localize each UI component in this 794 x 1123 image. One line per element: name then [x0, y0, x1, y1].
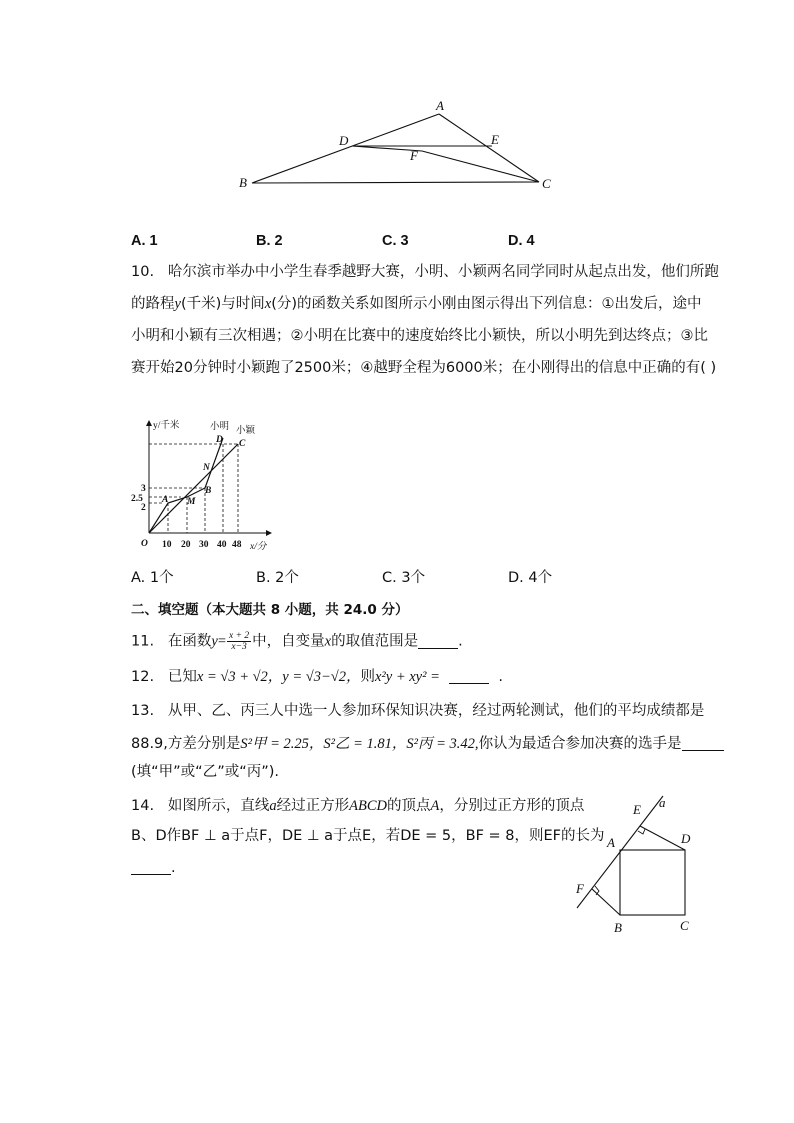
square-ABCD: [620, 850, 685, 915]
q11-fraction: $\frac{x + 2}{x-3}$: [229, 631, 250, 652]
q11: 11. 在函数y= $\frac{x + 2}{x-3}$ 中，自变量x的取值范围是 .: [131, 631, 463, 652]
label-a: a: [659, 795, 666, 810]
q14-line-1: 14. 如图所示，直线a经过正方形ABCD的顶点A，分别过正方形的顶点: [131, 798, 585, 814]
segment-BC: [252, 182, 539, 183]
point-B: B: [205, 486, 212, 496]
y-tick-2: 2: [141, 503, 146, 513]
q14-line-2: B、D作BF ⊥ a于点F，DE ⊥ a于点E，若DE = 5，BF = 8，则EF的长为: [131, 828, 605, 844]
point-A: A: [162, 495, 169, 505]
q12-answer-blank[interactable]: [449, 669, 489, 684]
section-2-title: 二、填空题（本大题共 8 小题，共 24.0 分）: [131, 602, 409, 618]
q11-answer-blank[interactable]: [418, 634, 458, 649]
q9-option-b: B. 2: [256, 233, 283, 249]
label-F: F: [576, 881, 584, 896]
series-label-xiaoming: 小明: [210, 422, 230, 432]
point-D: D: [216, 435, 223, 445]
y-tick-2.5: 2.5: [131, 494, 143, 504]
series-xiaoying: [149, 444, 238, 533]
segment-AC: [439, 114, 539, 182]
label-B: B: [239, 175, 247, 190]
q10-option-b: B. 2个: [256, 570, 299, 586]
q9-option-c: C. 3: [382, 233, 409, 249]
label-A: A: [436, 98, 444, 113]
label-D: D: [681, 831, 691, 846]
series-xiaoming: [149, 438, 223, 533]
point-C: C: [239, 439, 246, 449]
q10-line-3: 小明和小颖有三次相遇；②小明在比赛中的速度始终比小颖快，所以小明先到达终点；③比: [131, 328, 708, 344]
q10-distance-time-graph: [128, 415, 278, 555]
label-C: C: [680, 918, 689, 933]
q14-answer-blank[interactable]: [131, 860, 171, 875]
label-E: E: [633, 802, 641, 817]
q10-line-4: 赛开始20分钟时小颖跑了2500米；④越野全程为6000米；在小刚得出的信息中正确的有( ): [131, 360, 717, 376]
y-axis-label: y/千米: [153, 421, 180, 431]
triangle-figure: [230, 95, 570, 200]
series-label-xiaoying: 小颖: [236, 426, 256, 436]
q14-line-3: .: [131, 858, 176, 878]
segment-FC: [422, 151, 539, 182]
x-tick-10: 10: [162, 540, 172, 550]
x-tick-20: 20: [181, 540, 191, 550]
q13-line-1: 13. 从甲、乙、丙三人中选一人参加环保知识决赛，经过两轮测试，他们的平均成绩都是: [131, 703, 705, 719]
point-M: M: [187, 497, 196, 507]
segment-DE: [640, 826, 685, 850]
q13-line-3: (填“甲”或“乙”或“丙”).: [131, 764, 279, 780]
q9-option-d: D. 4: [508, 233, 535, 249]
label-A: A: [607, 835, 615, 850]
q10-line-2: 的路程y(千米)与时间x(分)的函数关系如图所示小刚由图示得出下列信息：①出发后，途中: [131, 296, 702, 312]
y-tick-3: 3: [141, 484, 146, 494]
q13-line-2: 88.9,方差分别是S²甲 = 2.25，S²乙 = 1.81，S²丙 = 3.42,你认为最适合参加决赛的选手是: [131, 734, 724, 754]
segment-BF: [592, 889, 620, 915]
q10-option-a: A. 1个: [131, 570, 174, 586]
x-tick-48: 48: [232, 540, 242, 550]
point-N: N: [203, 463, 210, 473]
label-F: F: [410, 148, 418, 163]
q10-option-d: D. 4个: [508, 570, 553, 586]
q12: 12. 已知x = √3 + √2，y = √3−√2，则x²y + xy² = .: [131, 669, 503, 685]
q10-number: 10.: [131, 264, 155, 280]
q9-option-a: A. 1: [131, 233, 158, 249]
x-tick-30: 30: [199, 540, 209, 550]
q10-line-1: 10. 哈尔滨市举办中小学生春季越野大赛，小明、小颖两名同学同时从起点出发，他们所跑: [131, 264, 719, 280]
origin-label: O: [141, 539, 148, 549]
q10-option-c: C. 3个: [382, 570, 426, 586]
label-E: E: [491, 132, 499, 147]
x-tick-40: 40: [217, 540, 227, 550]
x-axis-label: x/分: [250, 542, 267, 552]
label-C: C: [542, 176, 551, 191]
q14-square-figure: [565, 790, 705, 940]
q13-answer-blank[interactable]: [682, 736, 724, 751]
label-B: B: [614, 920, 622, 935]
label-D: D: [339, 133, 349, 148]
